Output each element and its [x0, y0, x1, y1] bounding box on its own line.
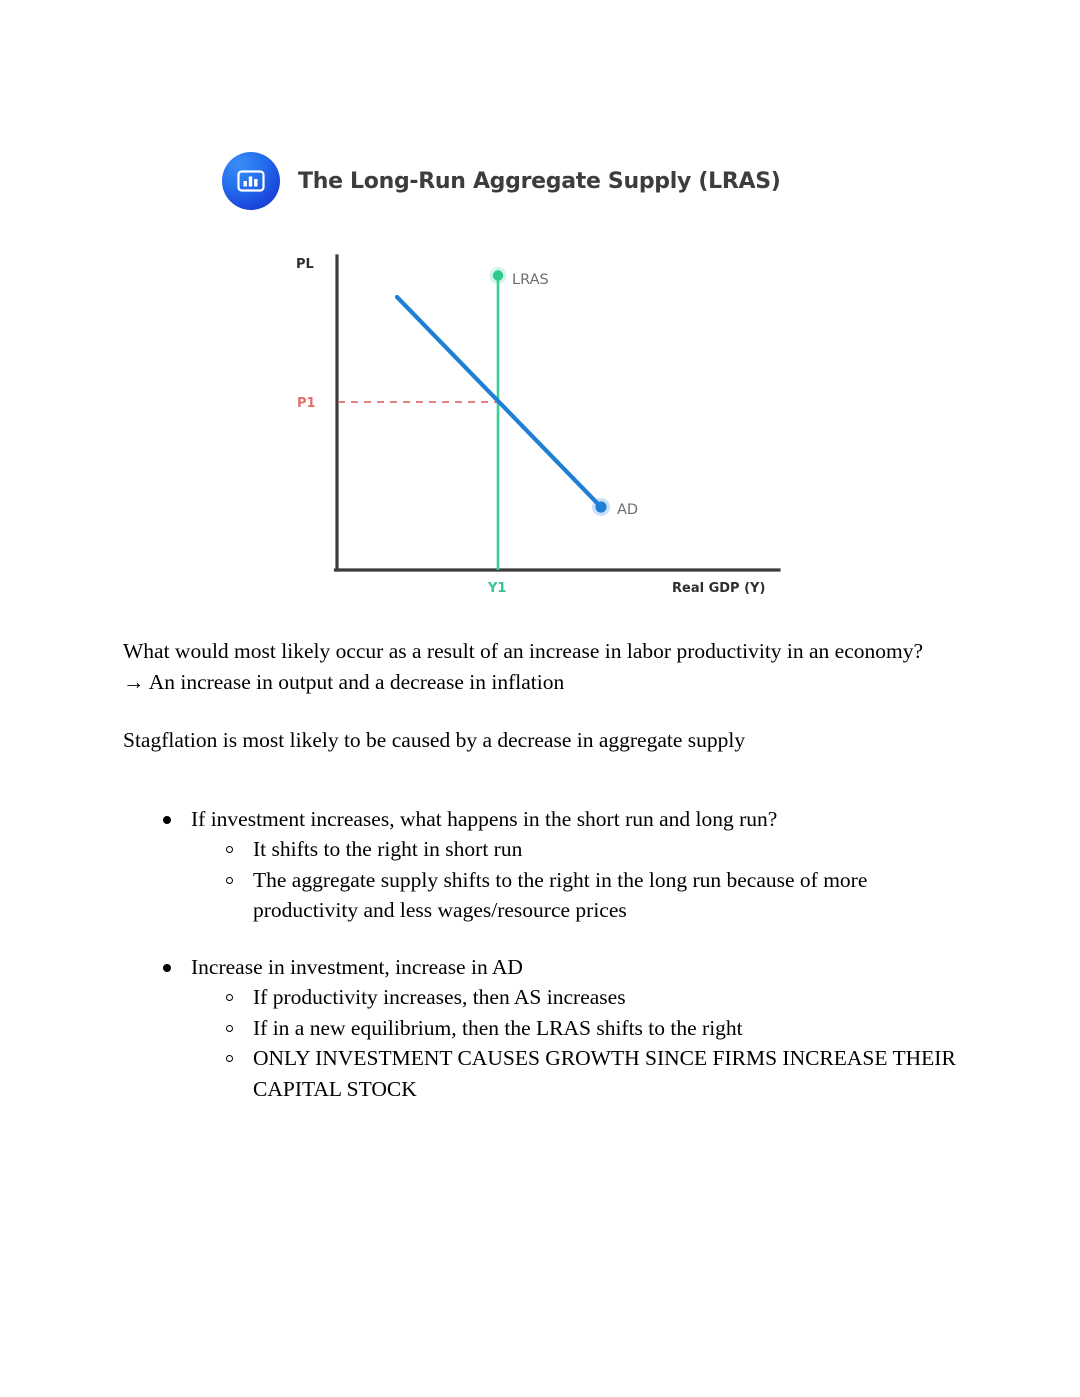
list-item [191, 1043, 963, 1104]
statement-text: Stagflation is most likely to be caused by a decrease in aggregate supply [123, 728, 746, 752]
bullet-group-1 [123, 804, 963, 926]
bar-chart-icon [222, 152, 280, 210]
bullet-heading: If investment increases, what happens in the short run and long run? [191, 806, 778, 831]
lras-series-label: LRAS [512, 272, 549, 288]
p1-tick-label: P1 [297, 396, 316, 411]
spacer [123, 756, 963, 804]
spacer [123, 926, 963, 952]
notes-body [123, 636, 963, 1104]
bullet-heading: Increase in investment, increase in AD [191, 954, 523, 979]
chart-card-header [222, 152, 781, 210]
sub-item-text: It shifts to the right in short run [253, 837, 523, 861]
question-text: What would most likely occur as a result of an increase in labor productivity in an economy? [123, 639, 924, 663]
lras-endpoint-dot [493, 270, 503, 280]
spacer [123, 697, 963, 725]
list-item [191, 865, 963, 926]
sub-item-text: ONLY INVESTMENT CAUSES GROWTH SINCE FIRMS INCREASE THEIR CAPITAL STOCK [253, 1046, 956, 1101]
sub-item-text: The aggregate supply shifts to the right in the long run because of more productivity and less wages/resource prices [253, 867, 868, 922]
list-item [191, 1013, 963, 1044]
y-axis-title: PL [296, 257, 314, 272]
list-item [123, 804, 963, 926]
list-item [191, 982, 963, 1013]
x-axis-title: Real GDP (Y) [672, 581, 766, 596]
sub-list [191, 982, 963, 1104]
list-item [123, 952, 963, 1105]
lras-ad-chart [280, 240, 820, 610]
list-item [191, 834, 963, 865]
page-title: The Long-Run Aggregate Supply (LRAS) [298, 168, 781, 194]
bullet-group-2 [123, 952, 963, 1105]
y1-tick-label: Y1 [488, 581, 507, 596]
sub-list [191, 834, 963, 926]
ad-series-label: AD [617, 502, 639, 518]
answer-text: → An increase in output and a decrease in inflation [123, 669, 565, 694]
ad-endpoint-dot [595, 501, 606, 512]
sub-item-text: If in a new equilibrium, then the LRAS shifts to the right [253, 1015, 743, 1040]
sub-item-text: If productivity increases, then AS increases [253, 985, 626, 1009]
